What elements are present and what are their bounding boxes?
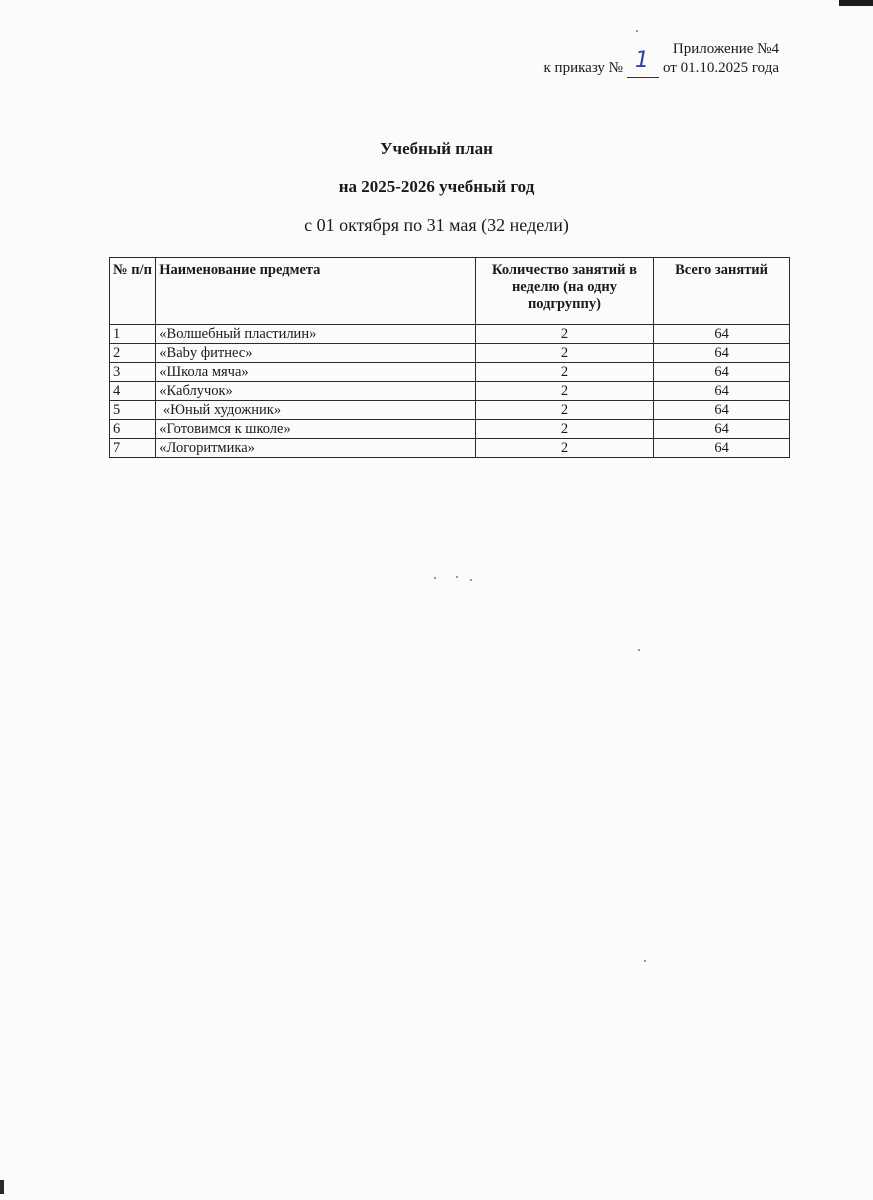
- appendix-header: [544, 40, 779, 78]
- row-subject: «Baby фитнес»: [156, 344, 476, 363]
- row-num: 5: [110, 401, 156, 420]
- academic-year: на 2025-2026 учебный год: [338, 177, 535, 196]
- table-row: [110, 401, 790, 420]
- table-row: [110, 420, 790, 439]
- row-total: 64: [654, 382, 790, 401]
- row-num: 2: [110, 344, 156, 363]
- order-suffix: от 01.10.2025 года: [663, 60, 779, 76]
- row-per-week: 2: [475, 325, 653, 344]
- row-num: 7: [110, 439, 156, 458]
- row-total: 64: [654, 420, 790, 439]
- header-num: № п/п: [110, 258, 156, 325]
- row-num: 1: [110, 325, 156, 344]
- row-total: 64: [654, 363, 790, 382]
- table-row: [110, 344, 790, 363]
- row-per-week: 2: [475, 401, 653, 420]
- scan-edge-mark: [0, 1180, 4, 1194]
- table-row: [110, 325, 790, 344]
- row-total: 64: [654, 344, 790, 363]
- row-num: 3: [110, 363, 156, 382]
- order-number-field: [627, 48, 659, 78]
- table-row: [110, 382, 790, 401]
- row-subject: «Школа мяча»: [156, 363, 476, 382]
- row-per-week: 2: [475, 344, 653, 363]
- header-subject: Наименование предмета: [156, 258, 476, 325]
- order-prefix: к приказу №: [543, 60, 623, 76]
- row-subject: «Волшебный пластилин»: [156, 325, 476, 344]
- scan-speck: [638, 649, 640, 651]
- row-total: 64: [654, 439, 790, 458]
- row-subject: «Юный художник»: [156, 401, 476, 420]
- table-row: [110, 439, 790, 458]
- row-total: 64: [654, 401, 790, 420]
- row-subject: «Логоритмика»: [156, 439, 476, 458]
- appendix-label: Приложение №4: [672, 41, 779, 57]
- table-header-row: [110, 258, 790, 325]
- period-subtitle: с 01 октября по 31 мая (32 недели): [304, 215, 569, 235]
- scan-corner-mark: [839, 0, 873, 6]
- scan-speck: [470, 579, 472, 581]
- table-row: [110, 363, 790, 382]
- row-num: 6: [110, 420, 156, 439]
- row-per-week: 2: [475, 363, 653, 382]
- row-num: 4: [110, 382, 156, 401]
- row-per-week: 2: [475, 382, 653, 401]
- document-title: Учебный план: [380, 139, 493, 158]
- scan-speck: [434, 577, 436, 579]
- row-subject: «Готовимся к школе»: [156, 420, 476, 439]
- order-number-handwritten: 1: [635, 48, 649, 73]
- curriculum-table: [109, 257, 790, 458]
- scan-speck: [456, 576, 458, 578]
- header-per-week: Количество занятий в неделю (на одну подгруппу): [475, 258, 653, 325]
- row-subject: «Каблучок»: [156, 382, 476, 401]
- scan-speck: [644, 960, 646, 962]
- row-per-week: 2: [475, 439, 653, 458]
- row-total: 64: [654, 325, 790, 344]
- header-total: Всего занятий: [654, 258, 790, 325]
- row-per-week: 2: [475, 420, 653, 439]
- scan-speck: [636, 30, 638, 32]
